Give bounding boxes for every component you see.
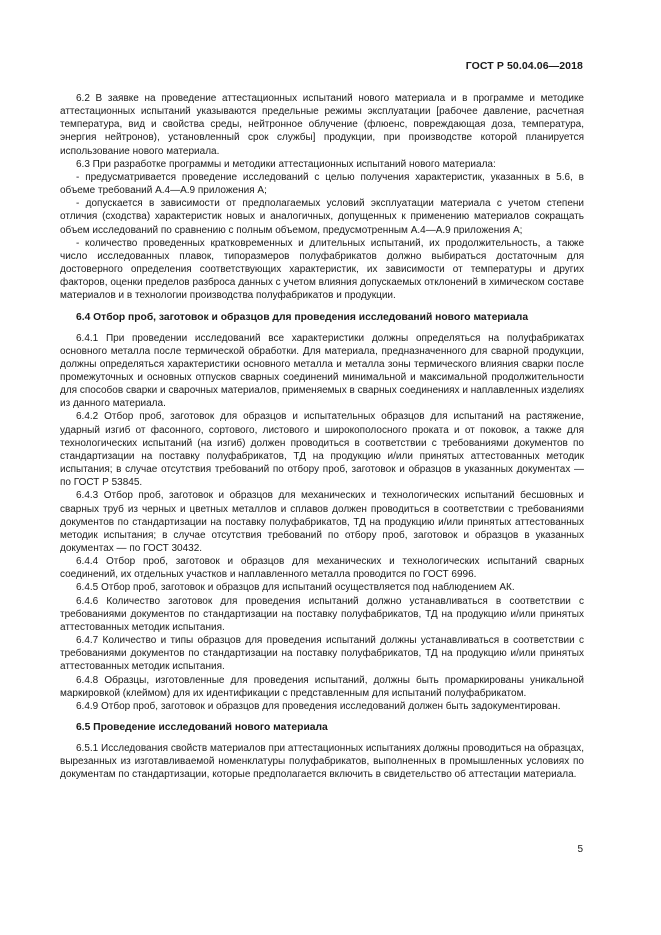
section-heading-6-4: 6.4 Отбор проб, заготовок и образцов для проведения исследований нового материала	[76, 311, 529, 323]
paragraph-6-4-6: 6.4.6 Количество заготовок для проведения испытаний должно устанавливаться в соответствии с требованиями документов по стандартизации на поставку полуфабрикатов, ТД на продукцию и/или принятых аттестованных методик испытания.	[60, 595, 584, 633]
paragraph-6-4-2: 6.4.2 Отбор проб, заготовок для образцов и испытательных образцов для испытаний на растяжение, ударный изгиб от фасонного, сортового, листового и широкополосного проката и от поковок, а также для технологических испытаний (на изгиб) должен проводиться в соответствии с требованиями документов по стандартизации на поставку полуфабрикатов, ТД на продукцию и/или принятых аттестованных методик испытания; в случае отсутствия требований по отбору проб, заготовок и образцов в указанных документах — по ГОСТ Р 53845.	[60, 411, 584, 489]
document-body	[60, 92, 584, 782]
paragraph-6-2: 6.2 В заявке на проведение аттестационных испытаний нового материала и в программе и методике аттестационных испытаний указываются предельные режимы эксплуатации [рабочее давление, расчетная температура, вид и свойства среды, нейтронное облучение (флюенс, повреждающая доза, температура, энергия нейтронов), установленный срок службы] продукции, при производстве которой планируется использование нового материала.	[60, 93, 584, 157]
paragraph-6-3: 6.3 При разработке программы и методики аттестационных испытаний нового материала:	[76, 158, 496, 170]
paragraph-6-4-9: 6.4.9 Отбор проб, заготовок и образцов для проведения исследований должен быть задокументирован.	[76, 700, 561, 712]
list-item-6-3-c: - количество проведенных кратковременных и длительных испытаний, их продолжительность, а также число исследованных плавок, типоразмеров полуфабрикатов должно выбираться достаточным для достоверного определения соответствующих характеристик, их зависимости от температуры и других факторов, оценки пределов разброса данных с учетом влияния допускаемых отклонений в химическом составе материалов и в технологии производства полуфабрикатов и продукции.	[60, 237, 584, 302]
section-heading-6-5: 6.5 Проведение исследований нового материала	[76, 722, 328, 734]
list-item-6-3-b: - допускается в зависимости от предполагаемых условий эксплуатации материала с учетом степени отличия (сходства) характеристик новых и аналогичных, допущенных к применению материалов сокращать объем исследований по сравнению с полным объемом, предусмотренным А.4—А.9 приложения А;	[60, 198, 584, 236]
page-number: 5	[577, 844, 583, 855]
paragraph-6-5-1: 6.5.1 Исследования свойств материалов при аттестационных испытаниях должны проводиться на образцах, вырезанных из изготавливаемой номенклатуры полуфабрикатов, выполненных в промышленных условиях по документам по стандартизации, которые предполагается включить в свидетельство об аттестации материала.	[60, 743, 584, 781]
paragraph-6-4-8: 6.4.8 Образцы, изготовленные для проведения испытаний, должны быть промаркированы уникальной маркировкой (клеймом) для их идентификации с представленным для испытаний полуфабрикатом.	[60, 674, 584, 699]
paragraph-6-4-3: 6.4.3 Отбор проб, заготовок и образцов для механических и технологических испытаний бесшовных и сварных труб из черных и цветных металлов и сплавов должен проводиться в соответствии с требованиями документов по стандартизации на поставку полуфабрикатов, ТД на продукцию и/или принятых аттестованных методик испытания; в случае отсутствия требований по отбору проб, заготовок и образцов в указанных документах — по ГОСТ 30432.	[60, 490, 584, 554]
paragraph-6-4-4: 6.4.4 Отбор проб, заготовок и образцов для механических и технологических испытаний сварных соединений, их отдельных участков и наплавленного металла проводится по ГОСТ 6996.	[60, 556, 584, 581]
paragraph-6-4-7: 6.4.7 Количество и типы образцов для проведения испытаний должны устанавливаться в соответствии с требованиями документов по стандартизации на поставку полуфабрикатов, ТД на продукцию и/или принятых аттестованных методик испытания.	[60, 635, 584, 673]
list-item-6-3-a: - предусматривается проведение исследований с целью получения характеристик, указанных в 5.6, в объеме требований А.4—А.9 приложения А;	[60, 171, 584, 197]
paragraph-6-4-5: 6.4.5 Отбор проб, заготовок и образцов для испытаний осуществляется под наблюдением АК.	[76, 582, 515, 594]
document-header-id: ГОСТ Р 50.04.06—2018	[465, 60, 583, 72]
paragraph-6-4-1: 6.4.1 При проведении исследований все характеристики должны определяться на полуфабрикатах основного металла после термической обработки. Для материала, предназначенного для сварной продукции, должны определяться характеристики основного металла и металла зоны термического влияния сварки после промежуточных и основных отпусков сварных соединений минимальной и максимальной продолжительности для способов сварки и сварочных материалов, применяемых в сварных соединениях и наплавленных изделиях из данного материала.	[60, 332, 584, 410]
